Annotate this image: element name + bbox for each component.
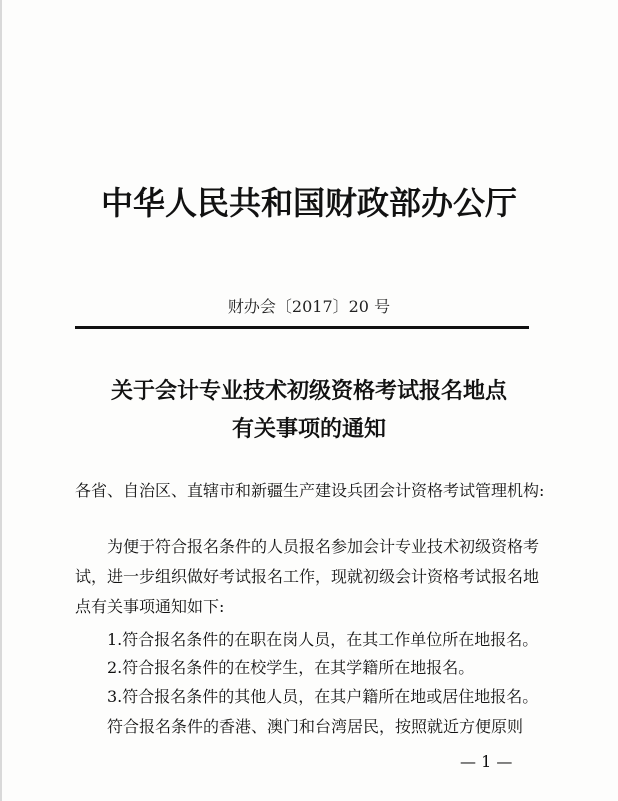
notice-title [0, 372, 618, 448]
issuer-heading: 中华人民共和国财政部办公厅 [100, 184, 517, 222]
list-item: 1.符合报名条件的在职在岗人员，在其工作单位所在地报名。 [107, 630, 539, 649]
notice-title-line2: 有关事项的通知 [231, 416, 386, 442]
list-item: 2.符合报名条件的在校学生，在其学籍所在地报名。 [107, 658, 475, 677]
list-item: 3.符合报名条件的其他人员，在其户籍所在地或居住地报名。 [107, 687, 539, 706]
notice-title-line1: 关于会计专业技术初级资格考试报名地点 [110, 378, 507, 404]
document-number: 财办会〔2017〕20 号 [227, 297, 391, 316]
red-head-divider [75, 326, 529, 329]
salutation: 各省、自治区、直辖市和新疆生产建设兵团会计资格考试管理机构: [75, 481, 545, 500]
intro-paragraph: 为便于符合报名条件的人员报名参加会计专业技术初级资格考试，进一步组织做好考试报名工作，现就初级会计资格考试报名地点有关事项通知如下: [75, 537, 540, 616]
page-number: — 1 — [460, 752, 513, 771]
continuation-paragraph: 符合报名条件的香港、澳门和台湾居民，按照就近方便原则 [107, 717, 524, 736]
